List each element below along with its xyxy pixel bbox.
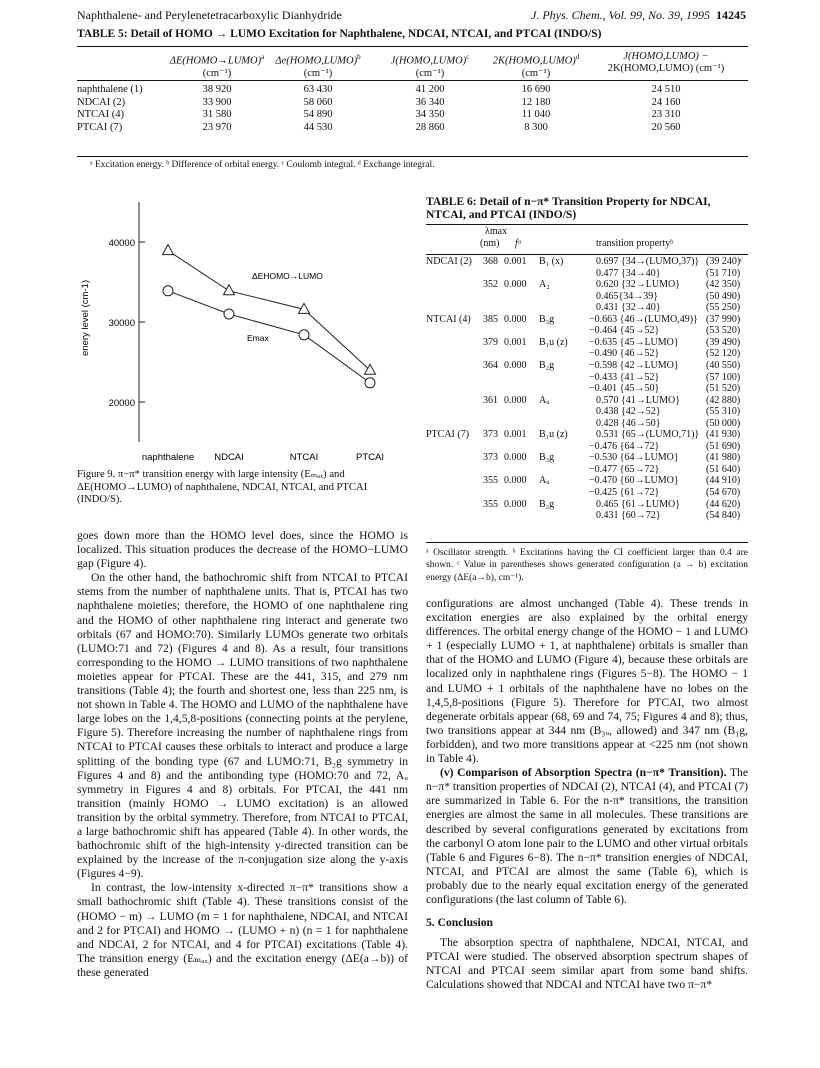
paragraph [426, 766, 748, 907]
y-tick-label: 40000 [108, 238, 135, 249]
section-heading: 5. Conclusion [426, 916, 494, 930]
symmetry: Aᵤ [539, 475, 550, 487]
symmetry: B₃g [539, 452, 555, 464]
column-footnote-mark: b [357, 53, 361, 61]
molecule-label: NDCAI (2) [426, 256, 472, 267]
configuration: −0.530 {64→LUMO} [589, 452, 679, 464]
table-cell: 20 560 [651, 121, 681, 133]
configuration-energy: (55 250) [706, 302, 741, 314]
configuration-energy: (44 910) [706, 475, 741, 487]
oscillator-strength: 0.001 [504, 429, 527, 441]
wavelength: 373 [483, 452, 498, 464]
data-point-triangle [365, 364, 376, 374]
configuration: −0.470 {60→LUMO} [589, 475, 679, 487]
series-line [168, 291, 370, 383]
data-point-circle [365, 378, 375, 388]
configuration: −0.598 {42→LUMO} [589, 359, 679, 371]
oscillator-strength: 0.000 [504, 394, 527, 406]
page-number: 14245 [716, 8, 746, 22]
configuration: 0.531 {65→(LUMO,71)} [596, 429, 700, 441]
wavelength: 364 [483, 359, 498, 371]
configuration-energy: (51 710) [706, 267, 741, 279]
symmetry: A₂ [539, 279, 550, 291]
series-label-emax: Emax [247, 333, 269, 343]
table-rule [426, 224, 748, 225]
left-column-text [77, 529, 408, 980]
row-label: NTCAI (4) [77, 109, 124, 120]
row-label: NDCAI (2) [77, 96, 126, 108]
column-unit: (cm⁻¹) [202, 67, 232, 79]
column-label-text: J(HOMO,LUMO) [390, 55, 467, 67]
symmetry: B₁ (x) [539, 256, 564, 267]
configuration-energy: (50 000) [706, 417, 741, 429]
table-rule [426, 254, 748, 255]
right-column-text [426, 597, 748, 993]
table-cell: 24 160 [651, 96, 681, 108]
configuration-energy: (39 240)ᶜ [706, 256, 743, 267]
x-category-label: naphthalene [141, 452, 195, 463]
table5-title: TABLE 5: Detail of HOMO → LUMO Excitation for Naphthalene, NDCAI, NTCAI, and PTCAI (INDO/S) [77, 28, 602, 40]
table6-footnote: ᵃ Oscillator strength. ᵇ Excitations having the CI coefficient larger than 0.4 are shown. ᶜ Value in parentheses shows generated configuration (a → b) excitation energy (ΔE(a→b), cm⁻¹). [426, 548, 748, 583]
configuration: −0.490 {46→52} [589, 348, 660, 360]
wavelength: 373 [483, 429, 498, 441]
table-cell: 24 510 [651, 84, 681, 95]
configuration-energy: (53 520) [706, 325, 741, 337]
configuration-energy: (40 550) [706, 359, 741, 371]
y-tick-label: 30000 [108, 318, 135, 329]
column-footnote-mark: d [575, 53, 580, 61]
configuration: 0.428 {46→50} [596, 417, 661, 429]
column-header [591, 51, 741, 75]
figure9-caption: Figure 9. π−π* transition energy with large intensity (Eₘₐₓ) and ΔE(HOMO→LUMO) of naphthalene, NDCAI, NTCAI, and PTCAI (INDO/S). [77, 469, 368, 506]
table-cell: 28 860 [415, 121, 445, 133]
table-cell: 31 580 [202, 109, 232, 120]
oscillator-strength: 0.000 [504, 498, 527, 510]
figure9-chart [66, 192, 406, 467]
running-header-title: Naphthalene- and Perylenetetracarboxylic Dianhydride [77, 8, 342, 22]
configuration: −0.635 {45→LUMO} [589, 336, 679, 348]
header-nm: (nm) [480, 238, 500, 249]
x-category-label: NTCAI [289, 452, 319, 463]
data-point-circle [163, 286, 173, 296]
configuration-energy: (57 100) [706, 371, 741, 383]
paragraph: configurations are almost unchanged (Table 4). These trends in excitation energies are also explained by the orbital energy differences. The orbital energy change of the HOMO − 1 and LUMO + 1 (especially LUMO + 1, at naphthalene) orbitals is smaller than that of the HOMO and LUMO (Figure 4), because these orbitals are localized only in naphthalene rings (Figures 5−8). The HOMO − 1 and LUMO + 1 orbitals of the naphthalene have no lobes on the 1,4,5,8-positions (Figure 5). Therefore for PTCAI, two almost degenerate orbitals appear (68, 69 and 74, 75; Figures 4 and 8); thus, two transitions appear at 344 nm (B₃ᵤ, allowed) and 347 nm (B₁g, forbidden), and two more transitions appear at <225 nm (not shown in Table 4). [426, 597, 748, 766]
symmetry: B₃g [539, 313, 555, 325]
row-label: PTCAI (7) [77, 121, 123, 133]
configuration: 0.620 {32→LUMO} [596, 279, 681, 291]
wavelength: 379 [483, 336, 498, 348]
paragraph: The absorption spectra of naphthalene, NDCAI, NTCAI, and PTCAI were studied. The observed absorption spectrum shapes of NTCAI and PTCAI seem similar apart from some band shifts. Calculations showed that NDCAI and NTCAI have two π−π* [426, 936, 748, 992]
configuration: 0.431 {60→72} [596, 510, 661, 522]
configuration-energy: (50 490) [706, 290, 741, 302]
table-cell: 54 890 [303, 109, 333, 120]
configuration-energy: (52 120) [706, 348, 741, 360]
table-rule [77, 46, 748, 47]
oscillator-strength: 0.000 [504, 452, 527, 464]
configuration: −0.476 {64→72} [589, 440, 660, 452]
configuration-energy: (54 670) [706, 487, 741, 498]
table-cell: 63 430 [303, 84, 333, 95]
configuration: −0.477 {65→72} [589, 463, 660, 475]
configuration-energy: (41 980) [706, 452, 741, 464]
configuration-energy: (42 880) [706, 394, 741, 406]
table-cell: 12 180 [521, 96, 551, 108]
wavelength: 385 [483, 313, 498, 325]
data-point-circle [299, 330, 309, 340]
column-footnote-mark: a [261, 53, 265, 61]
table-cell: 11 040 [521, 109, 551, 120]
configuration: 0.570 {41→LUMO} [596, 394, 681, 406]
column-unit: (cm⁻¹) [303, 67, 333, 79]
configuration-energy: (55 310) [706, 406, 741, 418]
configuration-energy: (39 490) [706, 336, 741, 348]
configuration-energy: (41 930) [706, 429, 741, 441]
oscillator-strength: 0.000 [504, 279, 527, 291]
oscillator-strength: 0.001 [504, 336, 527, 348]
paragraph: In contrast, the low-intensity x-directed π−π* transitions show a small bathochromic shift (Table 4). These transitions consist of the (HOMO − m) → LUMO (m = 1 for naphthalene, NDCAI, and NTCAI and 2 for PTCAI) and HOMO → (LUMO + n) (n = 1 for naphthalene and NDCAI, 2 for NTCAI, and 4 for PTCAI) excitations (Table 4). The transition energy (Eₘₐₓ) and the excitation energy (ΔE(a→b)) of these generated [77, 881, 408, 979]
wavelength: 352 [483, 279, 498, 291]
symmetry: B₁u (z) [539, 336, 568, 348]
running-header-journal [531, 8, 746, 23]
symmetry: Aᵤ [539, 394, 550, 406]
table-rule [426, 542, 748, 543]
configuration-energy: (51 640) [706, 463, 741, 475]
symmetry: B₂g [539, 498, 555, 510]
table-cell: 33 900 [202, 96, 232, 108]
configuration: 0.431 {32→40} [596, 302, 661, 314]
data-point-circle [224, 309, 234, 319]
configuration: 0.697 {34→(LUMO,37)} [596, 256, 700, 267]
data-point-triangle [163, 245, 174, 255]
wavelength: 368 [483, 256, 498, 267]
column-header [461, 51, 611, 80]
configuration: −0.401 {45→50} [589, 383, 660, 395]
table-cell: 23 970 [202, 121, 232, 133]
table-cell: 36 340 [415, 96, 445, 108]
column-unit: (cm⁻¹) [415, 67, 445, 79]
wavelength: 355 [483, 498, 498, 510]
wavelength: 355 [483, 475, 498, 487]
table-cell: 16 690 [521, 84, 551, 95]
table-cell: 34 350 [415, 109, 445, 120]
x-category-label: NDCAI [214, 452, 244, 463]
series-line [168, 251, 370, 371]
configuration-energy: (42 350) [706, 279, 741, 291]
table-cell: 23 310 [651, 109, 681, 120]
column-label-text: ΔE(HOMO→LUMO) [169, 55, 262, 67]
configuration: −0.464 {45→52} [589, 325, 660, 337]
wavelength: 361 [483, 394, 498, 406]
configuration: 0.465 {61→LUMO} [596, 498, 681, 510]
y-tick-label: 20000 [108, 398, 135, 409]
oscillator-strength: 0.001 [504, 256, 527, 267]
paragraph-text: The n−π* transition properties of NDCAI (2), NTCAI (4), and PTCAI (7) are summarized in Table 6. For the n-π* transitions, the transition energies are almost the same in all molecules. These transitions are described by several configurations generated by excitations from the carbonyl O atom lone pair to the LUMO and other virtual orbitals (Table 6 and Figures 6−8). The n−π* transition energies of NDCAI, NTCAI, and PTCAI are almost the same (Table 6), which is probably due to the nearly equal excitation energy of the generated configurations (the last column of Table 6). [426, 766, 748, 906]
oscillator-strength: 0.000 [504, 475, 527, 487]
column-label [591, 51, 741, 63]
configuration: −0.433 {41→52} [589, 371, 660, 383]
molecule-label: NTCAI (4) [426, 313, 471, 325]
oscillator-strength: 0.000 [504, 359, 527, 371]
column-label-text: J(HOMO,LUMO) − [623, 51, 709, 62]
table-rule [77, 80, 748, 81]
table6-title: TABLE 6: Detail of n−π* Transition Property for NDCAI, NTCAI, and PTCAI (INDO/S) [426, 196, 711, 221]
configuration-energy: (51 690) [706, 440, 741, 452]
configuration-energy: (37 990) [706, 313, 741, 325]
column-unit: 2K(HOMO,LUMO) (cm⁻¹) [607, 63, 725, 74]
configuration-energy: (51 520) [706, 383, 741, 395]
row-label: naphthalene (1) [77, 84, 143, 95]
configuration-energy: (54 840) [706, 510, 741, 522]
journal-citation: J. Phys. Chem., Vol. 99, No. 39, 1995 [531, 8, 710, 22]
column-footnote-mark: c [466, 53, 470, 61]
column-label-text: Δe(HOMO,LUMO) [275, 55, 358, 67]
configuration: −0.425 {61→72} [589, 487, 660, 498]
header-lambda-max: λmax [485, 226, 508, 237]
header-f: fᵃ [515, 238, 522, 249]
y-axis-label: enery level (cm-1) [80, 279, 91, 357]
molecule-label: PTCAI (7) [426, 429, 470, 441]
table5-footnote: ᵃ Excitation energy. ᵇ Difference of orbital energy. ᶜ Coulomb integral. ᵈ Exchange integral. [90, 160, 435, 170]
symmetry: B₂g [539, 359, 555, 371]
table-cell: 44 530 [303, 121, 333, 133]
table-cell: 58 060 [303, 96, 333, 108]
configuration: 0.438 {42→52} [596, 406, 661, 418]
configuration: 0.465{34→39} [596, 290, 659, 302]
table-cell: 38 920 [202, 84, 232, 95]
table-rule [77, 156, 748, 157]
header-transition-property: transition propertyᵇ [596, 238, 674, 249]
x-category-label: PTCAI [356, 452, 384, 463]
table-cell: 41 200 [415, 84, 445, 95]
configuration: −0.663 {46→(LUMO,49)} [589, 313, 698, 325]
data-point-triangle [224, 285, 235, 295]
column-unit: (cm⁻¹) [521, 67, 551, 79]
paragraph: goes down more than the HOMO level does, since the HOMO is localized. This situation produces the decrease of the HOMO−LUMO gap (Figure 4). [77, 529, 408, 571]
subsection-heading: (v) Comparison of Absorption Spectra (n−π* Transition). [440, 766, 727, 780]
column-label-text: 2K(HOMO,LUMO) [492, 55, 576, 67]
configuration-energy: (44 620) [706, 498, 741, 510]
symmetry: B₁u (z) [539, 429, 568, 441]
series-label-delta-e: ΔEHOMO→LUMO [252, 271, 323, 281]
column-label [461, 51, 611, 68]
configuration: 0.477 {34→40} [596, 267, 661, 279]
oscillator-strength: 0.000 [504, 313, 527, 325]
paragraph: On the other hand, the bathochromic shift from NTCAI to PTCAI stems from the number of naphthalene units. That is, PTCAI has two naphthalene moieties; therefore, the HOMO of one naphthalene ring and the HOMO of other naphthalene ring interact and generate two orbitals (67 and HOMO:70). Similarly LUMOs generate two orbitals (LUMO:71 and 72) (Figures 4 and 8). As a result, four transitions corresponding to the HOMO → LUMO transitions of two naphthalene moieties appear for PTCAI. These are the 441, 315, and 279 nm transitions (Table 4); the fourth and shortest one, less than 225 nm, is not shown in Table 4. The HOMO and LUMO of the naphthalene have large lobes on the 1,4,5,8-positions (connecting points at the perylene, Figure 5). Therefore increasing the number of naphthalene rings from NTCAI to PTCAI causes these orbitals to interact and produce a large splitting of the bonding type (67 and LUMO:71, B₂g symmetry in Figures 4 and 8) and the antibonding type (HOMO:70 and 72, Aᵤ symmetry in Figures 4 and 8) orbitals. For PTCAI, the 441 nm transition (mainly HOMO → LUMO excitation) is an allowed transition by the orbital symmetry. Therefore, from NTCAI to PTCAI, a large bathochromic shift has appeared (Table 4). In other words, the bathochromic shift of the high-intensity y-directed transition can be explained by the increase of the π-conjugation size along the y-axis (Figures 4−9). [77, 571, 408, 881]
table-cell: 8 300 [524, 121, 548, 133]
